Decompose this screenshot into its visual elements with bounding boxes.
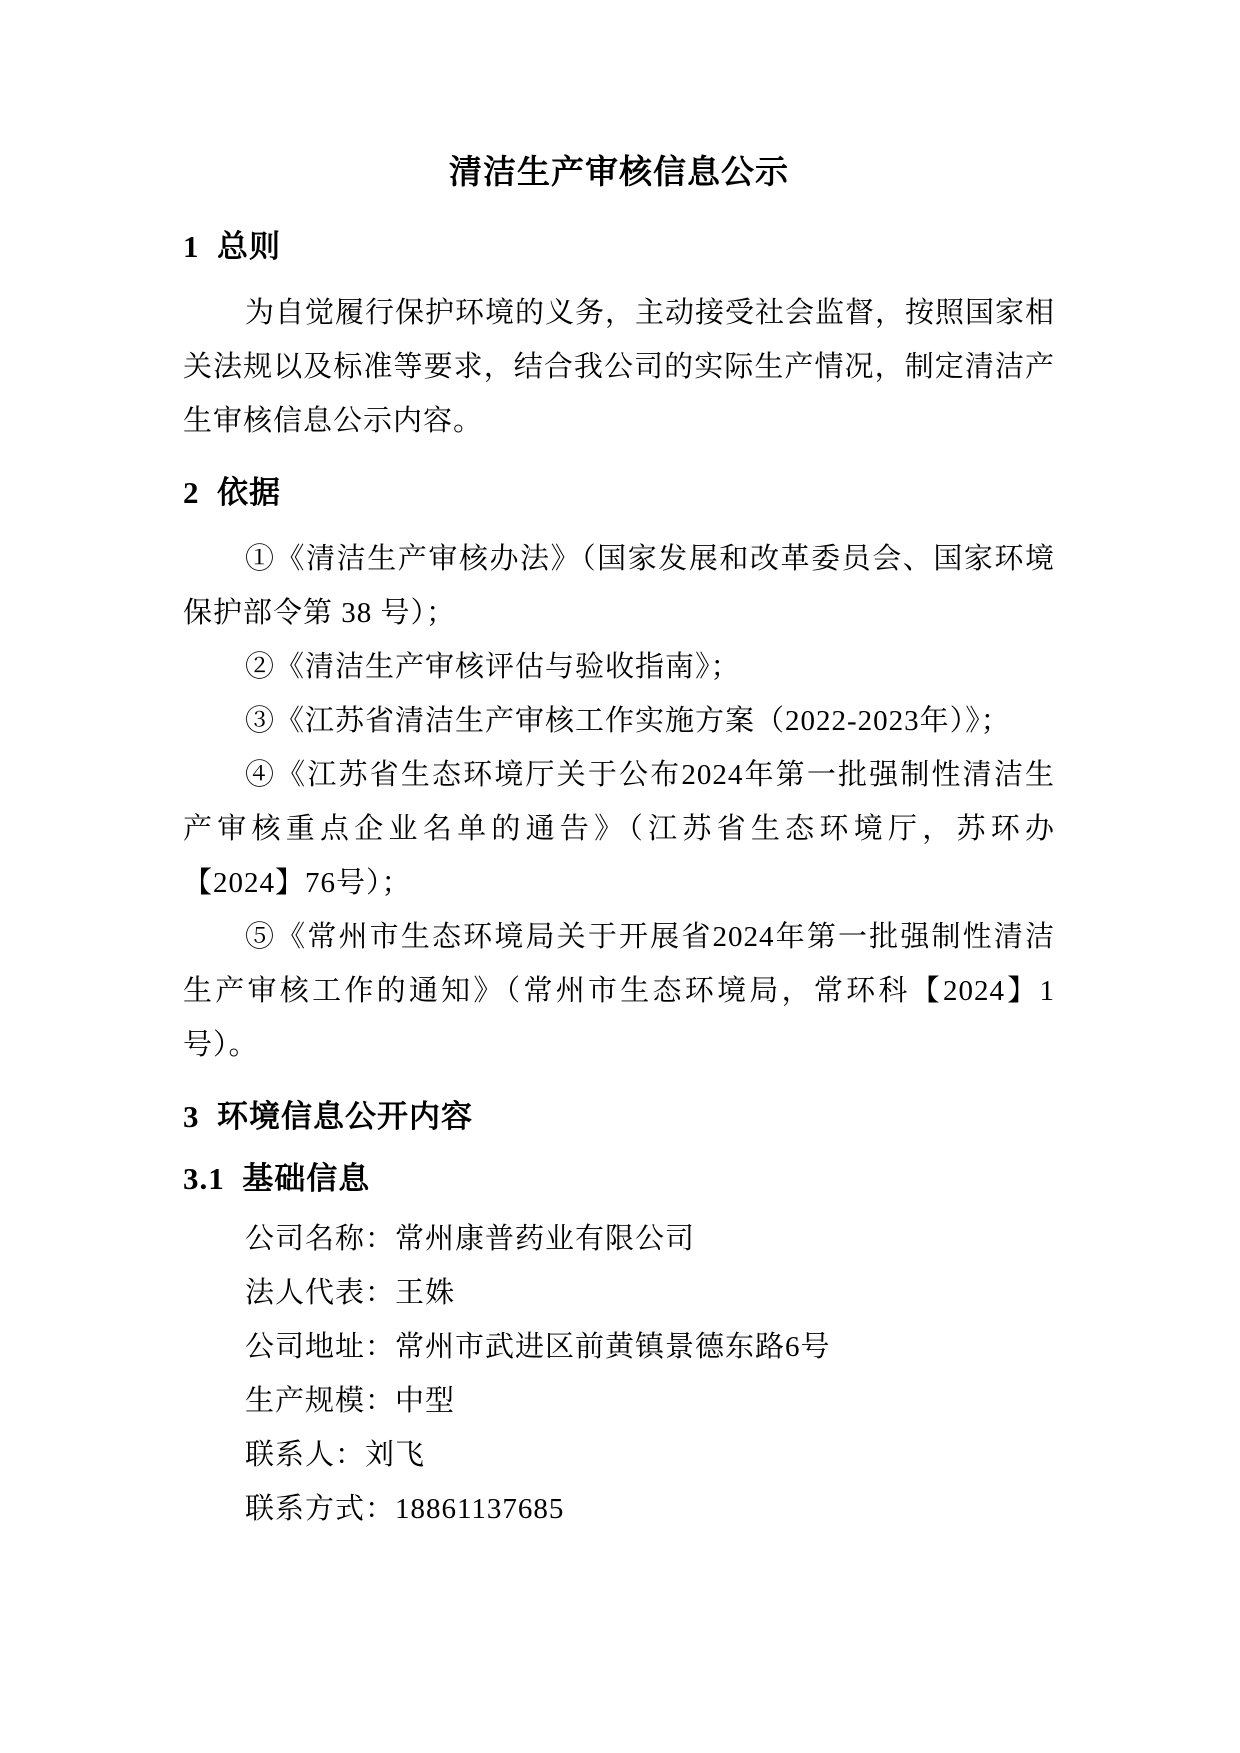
section-general-heading: 1 总则 (183, 229, 281, 264)
legal-basis-item-4: ④《江苏省生态环境厅关于公布2024年第一批强制性清洁生产审核重点企业名单的通告》（江苏省生态环境厅，苏环办【2024】76号）； (183, 759, 1055, 899)
legal-basis-list (183, 532, 1055, 1072)
legal-basis-item-2: ②《清洁生产审核评估与验收指南》； (245, 651, 741, 683)
basic-info-block (183, 1212, 1055, 1536)
subsection-basic-info-heading: 3.1 基础信息 (183, 1161, 371, 1196)
section-disclosure-heading: 3 环境信息公开内容 (183, 1099, 473, 1134)
basic-info-line-contact-person: 联系人：刘飞 (245, 1439, 426, 1471)
section-basis-heading: 2 依据 (183, 475, 281, 510)
document-title (183, 150, 1055, 196)
basic-info-line-legal-representative: 法人代表：王姝 (245, 1277, 456, 1309)
basic-info-line-company-name: 公司名称：常州康普药业有限公司 (245, 1223, 696, 1255)
basic-info-line-production-scale: 生产规模：中型 (245, 1385, 456, 1417)
section-general-paragraph: 为自觉履行保护环境的义务，主动接受社会监督，按照国家相关法规以及标准等要求，结合我公司的实际生产情况，制定清洁产生审核信息公示内容。 (183, 297, 1056, 437)
legal-basis-item-1: ①《清洁生产审核办法》（国家发展和改革委员会、国家环境保护部令第 38 号）； (183, 543, 1055, 629)
document-title-text: 清洁生产审核信息公示 (449, 155, 789, 191)
legal-basis-item-3: ③《江苏省清洁生产审核工作实施方案（2022-2023年）》； (245, 705, 1011, 737)
legal-basis-item-5: ⑤《常州市生态环境局关于开展省2024年第一批强制性清洁生产审核工作的通知》（常州市生态环境局，常环科【2024】1号）。 (183, 921, 1055, 1061)
basic-info-line-company-address: 公司地址：常州市武进区前黄镇景德东路6号 (245, 1331, 831, 1363)
basic-info-line-contact-phone: 联系方式：18861137685 (245, 1493, 565, 1525)
